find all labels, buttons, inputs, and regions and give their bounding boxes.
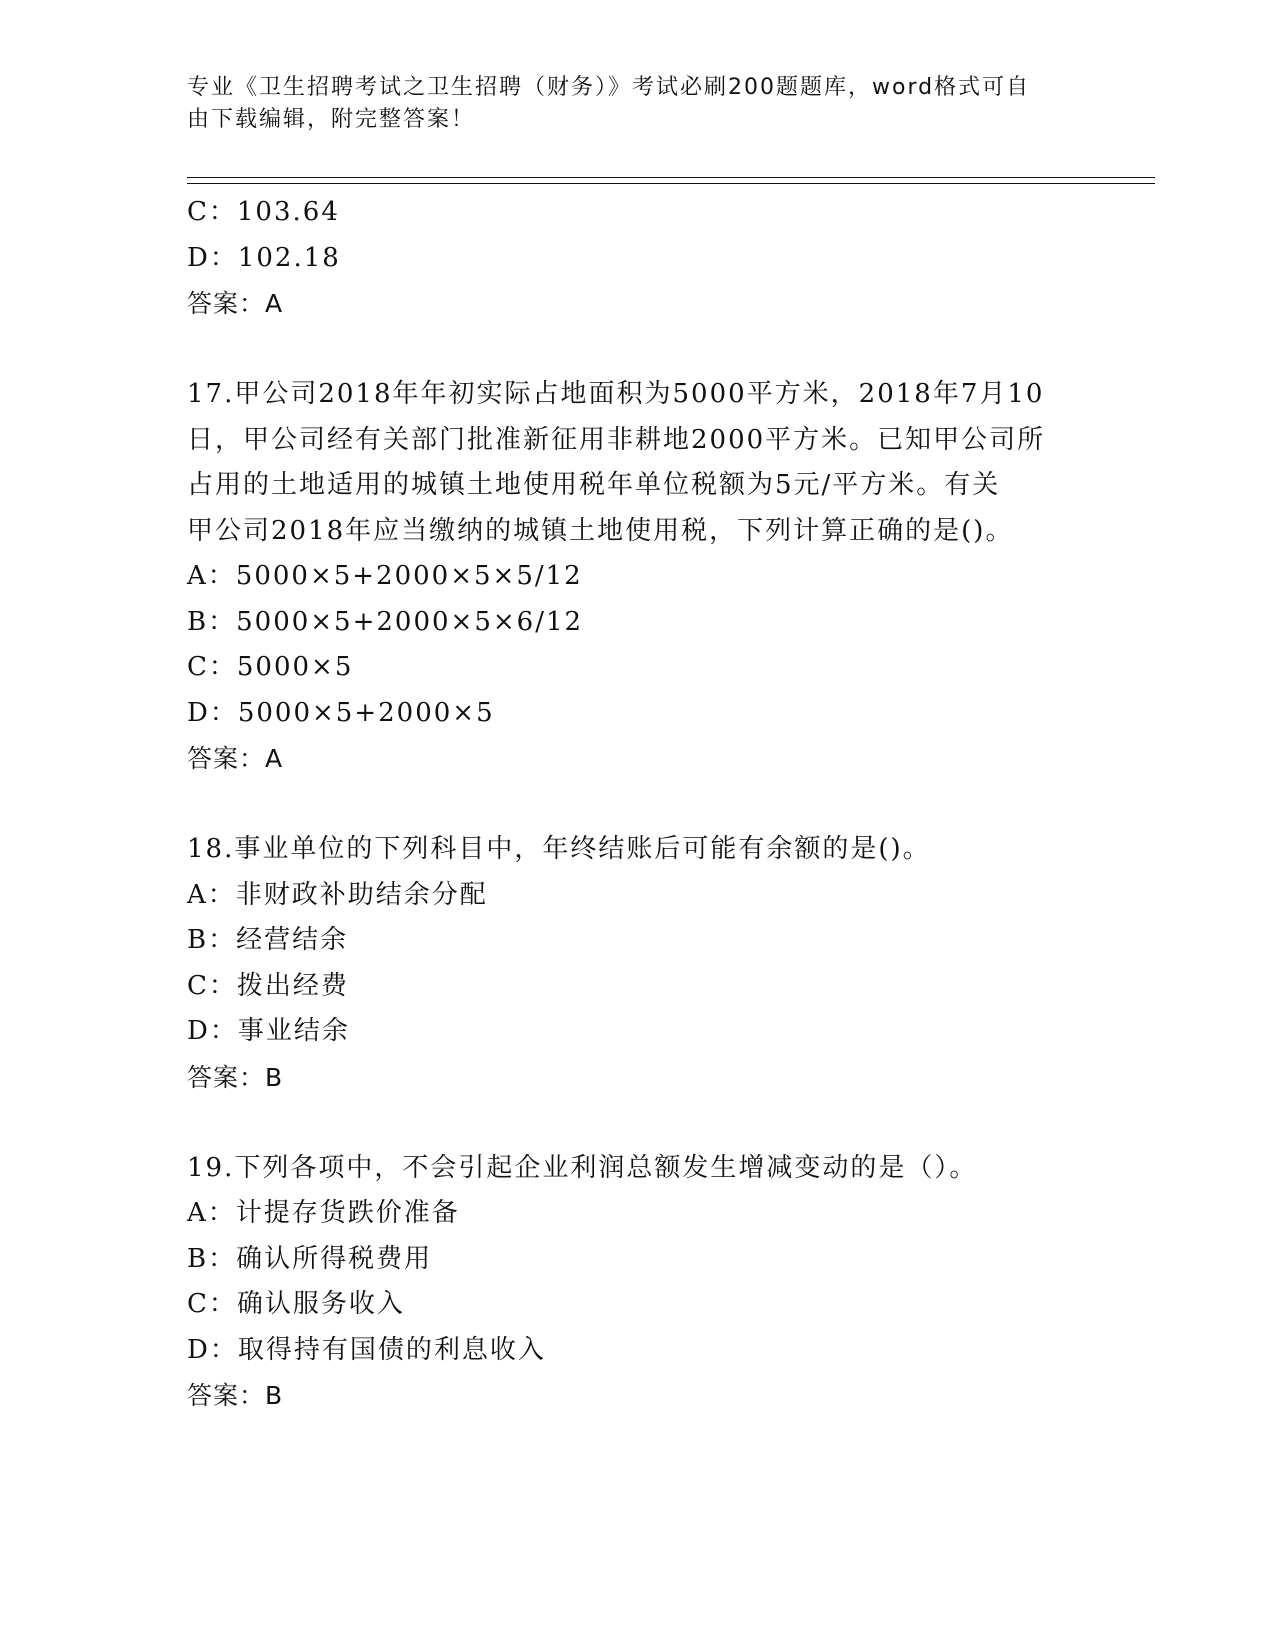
header-divider-bottom [187, 183, 1155, 184]
q17-answer: 答案：A [187, 744, 284, 773]
q19-stem: 19.下列各项中，不会引起企业利润总额发生增减变动的是（）。 [187, 1152, 978, 1183]
q16-option-d: D：102.18 [187, 242, 341, 273]
question-16-tail [187, 190, 1087, 327]
spacer [187, 327, 1087, 373]
header-title-line-1: 专业《卫生招聘考试之卫生招聘（财务）》考试必刷200题题库，word格式可自 [187, 75, 1031, 100]
q19-option-b: B：确认所得税费用 [187, 1243, 433, 1274]
spacer [187, 1100, 1087, 1146]
document-header [187, 72, 1067, 136]
q18-option-c: C：拨出经费 [187, 970, 349, 1001]
q17-option-d: D：5000×5+2000×5 [187, 697, 495, 728]
spacer [187, 782, 1087, 828]
q17-option-a: A：5000×5+2000×5×5/12 [187, 561, 583, 591]
q18-option-a: A：非财政补助结余分配 [187, 879, 488, 910]
q17-stem-line-3: 占用的土地适用的城镇土地使用税年单位税额为5元/平方米。有关 [187, 470, 1001, 500]
q18-stem: 18.事业单位的下列科目中，年终结账后可能有余额的是()。 [187, 834, 931, 864]
question-18 [187, 827, 1087, 1100]
q19-answer: 答案：B [187, 1381, 284, 1410]
q18-option-d: D：事业结余 [187, 1016, 350, 1046]
q17-option-b: B：5000×5+2000×5×6/12 [187, 606, 584, 637]
header-divider-top [187, 177, 1155, 178]
q17-option-c: C：5000×5 [187, 652, 354, 682]
q16-answer: 答案：A [187, 289, 284, 318]
question-list [187, 190, 1087, 1419]
q19-option-a: A：计提存货跌价准备 [187, 1198, 460, 1228]
q19-option-d: D：取得持有国债的利息收入 [187, 1334, 546, 1365]
q18-option-b: B：经营结余 [187, 925, 349, 955]
q18-answer: 答案：B [187, 1062, 284, 1092]
question-17 [187, 372, 1087, 782]
q19-option-c: C：确认服务收入 [187, 1289, 405, 1319]
question-19 [187, 1146, 1087, 1419]
q16-option-c: C：103.64 [187, 197, 340, 227]
header-title-line-2: 由下载编辑，附完整答案！ [187, 107, 476, 132]
q17-stem-line-4: 甲公司2018年应当缴纳的城镇土地使用税，下列计算正确的是()。 [187, 515, 1014, 546]
q17-stem-line-1: 17.甲公司2018年年初实际占地面积为5000平方米，2018年7月10 [187, 379, 1045, 409]
q17-stem-line-2: 日，甲公司经有关部门批准新征用非耕地2000平方米。已知甲公司所 [187, 424, 1046, 455]
